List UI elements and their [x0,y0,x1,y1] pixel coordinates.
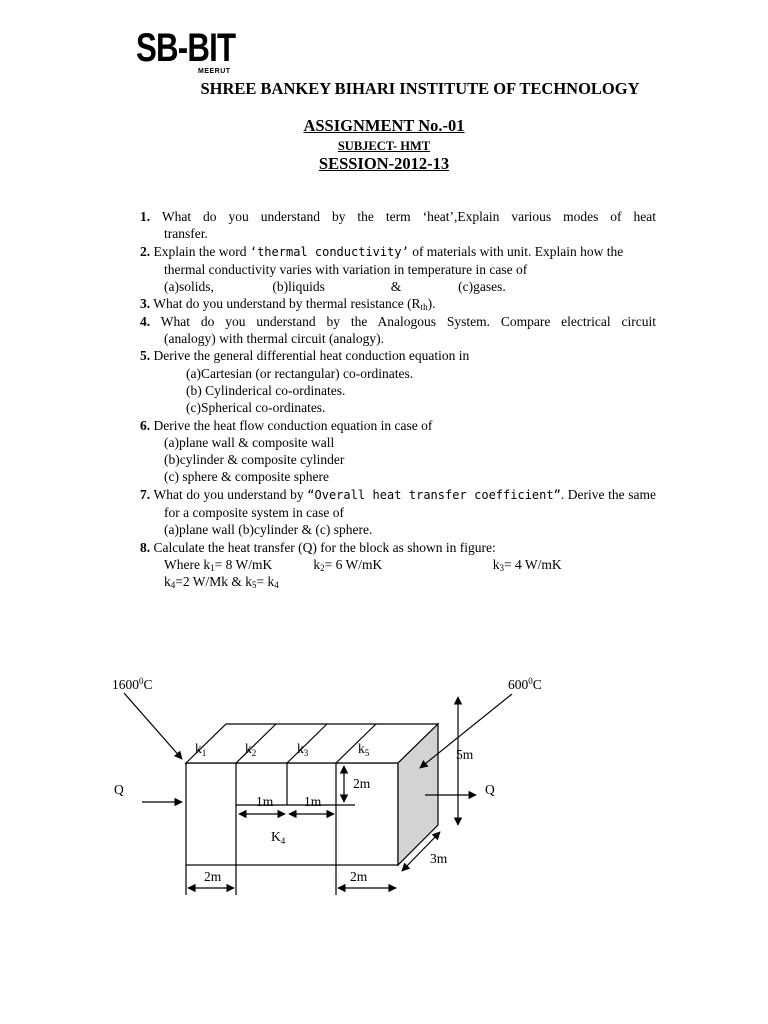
question-text: What do you understand by the Analogous System. Compare electrical circuit [160,313,656,329]
question-1 [140,208,656,243]
question-7 [140,486,656,539]
subscript: th [420,302,428,313]
dimension-label: 2m [353,776,371,791]
question-list [140,208,656,591]
dimension-label: 1m [304,794,322,809]
question-text: “Overall heat transfer coefficient” [307,487,561,502]
dimension-label: 1m [256,794,274,809]
option-b: (b)cylinder & composite cylinder [164,452,345,468]
subject-title: SUBJECT- HMT [337,139,431,153]
block-top-face [186,724,438,763]
option-a: (a)plane wall & composite wall [164,434,335,450]
question-2 [140,243,656,296]
given-k3: $k_3= 4$ W/mK [492,556,562,573]
logo-text: SB-BIT [136,26,236,70]
option-a: (a)solids, [164,279,214,295]
k5-label: $k_5$ [358,741,370,758]
question-number: 6. [140,417,151,433]
question-text: of materials with unit. Explain how the [408,243,624,259]
given-k1: Where $k_1= 8$ W/mK [164,556,273,573]
given-k4-k5: $k_4=2$ W/Mk & $k_5= k_4$ [164,574,279,591]
option-a: (a)Cartesian (or rectangular) co-ordinates. [186,365,414,381]
question-text: (analogy) with thermal circuit (analogy). [164,331,385,347]
institute-logo [136,26,263,75]
question-text: Derive the general differential heat conduction equation in [153,348,470,364]
question-number: 4. [140,313,151,329]
heat-in-label: Q [114,782,124,797]
question-4 [140,313,656,348]
question-3 [140,295,656,312]
option-c: (c)gases. [458,279,506,295]
temperature-left-label: 1600$^0$C [112,676,153,692]
k2-label: $k_2$ [245,741,257,758]
option-b: (b)liquids [272,279,325,295]
question-text: transfer. [164,226,208,242]
k3-label: $k_3$ [297,741,309,758]
dimension-label: 2m [350,869,368,884]
heat-out-label: Q [485,782,495,797]
option-c: (c) sphere & composite sphere [164,469,329,485]
question-8 [140,539,656,591]
option-connector: & [390,279,402,295]
dimension-label: 5m [456,747,474,762]
dimension-label: 3m [430,851,448,866]
question-text: . Derive the same [560,486,656,502]
question-number: 1. [140,209,151,224]
assignment-title: ASSIGNMENT No.-01 [303,116,465,135]
dimension-label: 2m [204,869,222,884]
session-title: SESSION-2012-13 [318,154,450,173]
question-number: 3. [140,296,151,312]
question-number: 5. [140,348,151,364]
question-text: What do you understand by thermal resistance (R [153,296,421,312]
question-number: 7. [140,486,151,502]
question-text: Explain the word [153,243,250,259]
k1-label: $k_1$ [195,741,207,758]
option-b: (b) Cylinderical co-ordinates. [186,382,346,398]
temperature-arrow-left [124,693,182,759]
question-number: 8. [140,539,151,555]
question-text: ‘thermal conductivity’ [249,244,409,259]
question-text: thermal conductivity varies with variation in temperature in case of [164,261,528,277]
question-number: 2. [140,243,151,259]
temperature-right-label: $600^0C$ [508,676,542,692]
question-text: What do you understand by [153,486,308,502]
question-text: Calculate the heat transfer (Q) for the block as shown in figure: [153,539,496,555]
question-6 [140,417,656,486]
question-5 [140,347,656,416]
question-text: for a composite system in case of [164,505,344,521]
question-text: What do you understand by the term ‘heat’,Explain various modes of heat [161,209,656,224]
logo-subtext: MEERUT [198,68,231,75]
composite-block-figure [0,660,768,910]
option-c: (c)Spherical co-ordinates. [186,400,326,416]
question-text: Derive the heat flow conduction equation in case of [153,417,433,433]
K4-label: $K_4$ [271,829,286,846]
institute-name: SHREE BANKEY BIHARI INSTITUTE OF TECHNOLOGY [200,79,640,98]
question-text: (a)plane wall (b)cylinder & (c) sphere. [164,522,373,538]
given-k2: $k_2= 6$ W/mK [313,556,383,573]
question-text: ). [427,296,436,312]
